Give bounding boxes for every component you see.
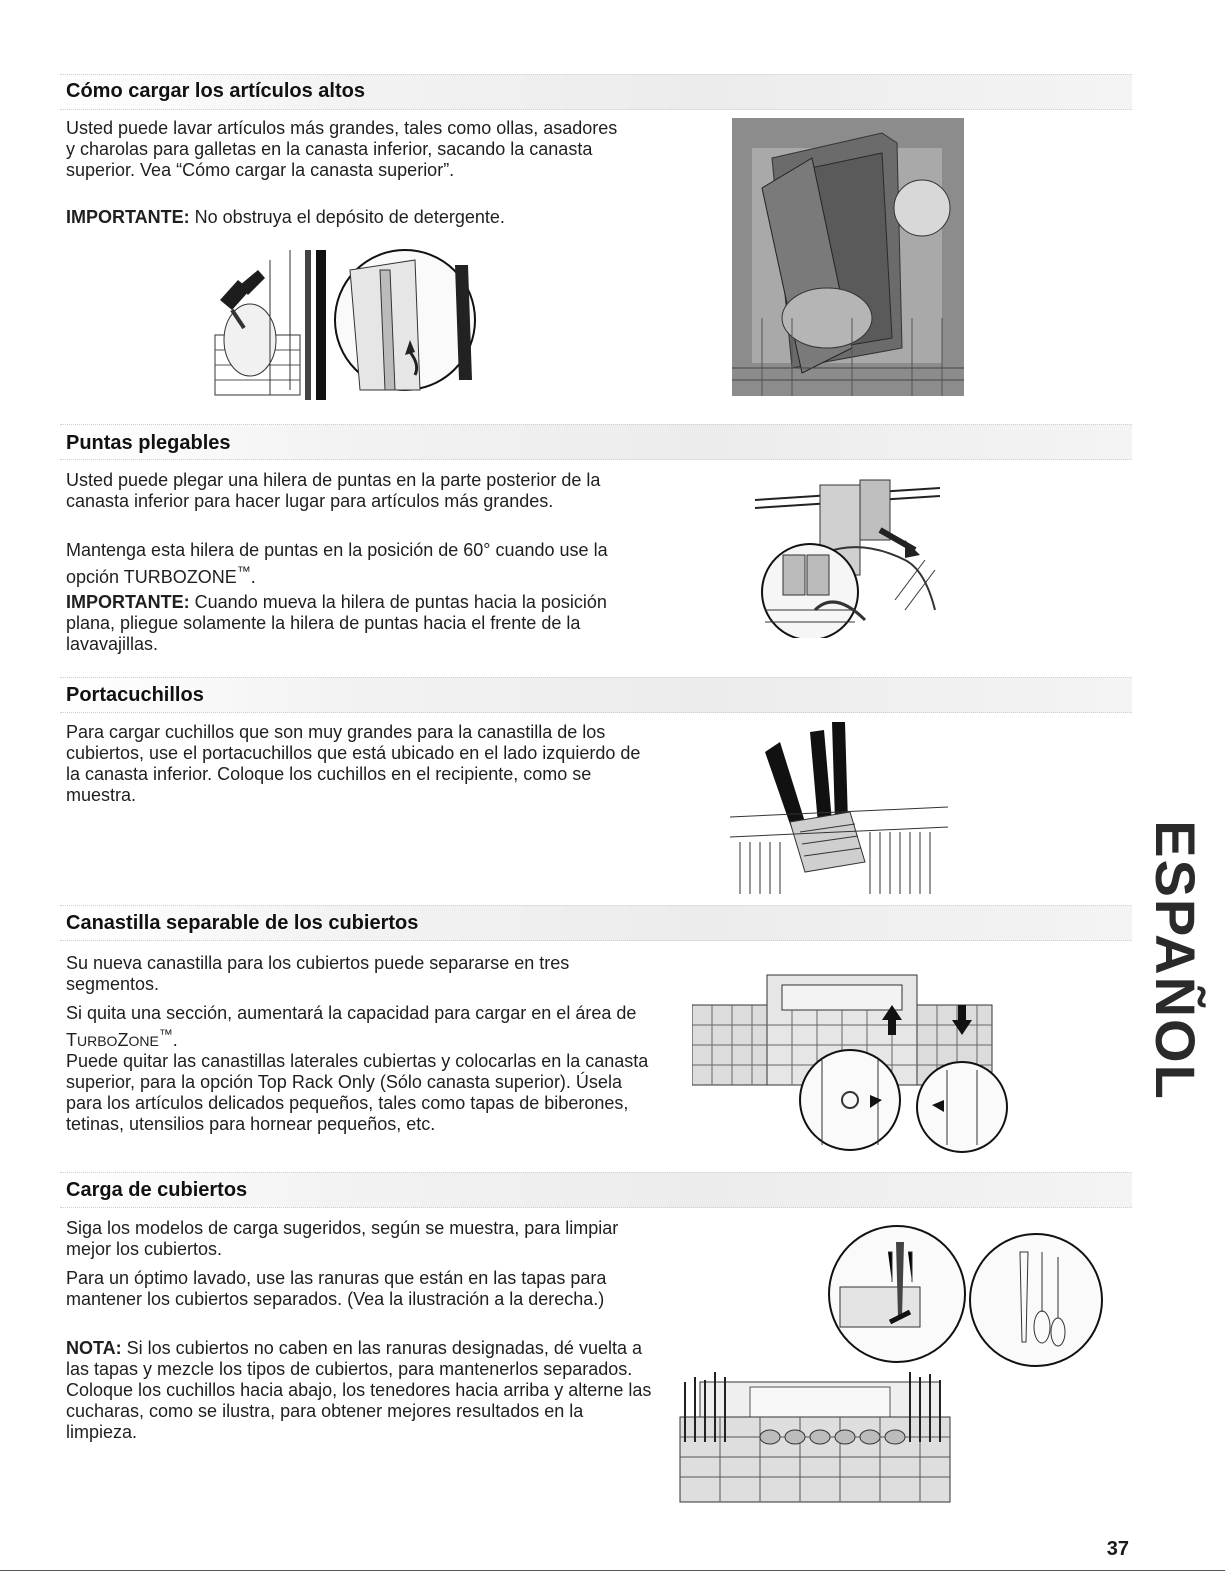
trademark-symbol: ™ (236, 563, 251, 579)
section-title-silverware: Carga de cubiertos (66, 1179, 248, 1201)
turbo-z: Z (117, 1030, 129, 1050)
tall-paragraph-2 (66, 207, 654, 228)
silverware-paragraph-2: Para un óptimo lavado, use las ranuras que están en las tapas para mantener los cubiertos separados. (Vea la ilustración a la derecha.) (66, 1268, 607, 1309)
note-text: Si los cubiertos no caben en las ranuras designadas, dé vuelta a las tapas y mezcle los tipos de cubiertos, para mantenerlos separados. Coloque los cuchillos hacia abajo, los tenedores hacia arriba y alterne las cucharas, como se ilustra, para obtener mejores resultados en la limpieza. (66, 1338, 652, 1442)
basket-paragraph-1: Su nueva canastilla para los cubiertos puede separarse en tres segmentos. (66, 953, 570, 994)
basket-paragraph-2 (66, 1003, 654, 1052)
tines-paragraph-2 (66, 540, 626, 588)
silverware-basket-illustration (692, 960, 1010, 1162)
section-title-basket: Canastilla separable de los cubiertos (66, 912, 419, 934)
important-text: No obstruya el depósito de detergente. (189, 207, 505, 227)
tall-items-rack-illustration (732, 118, 964, 396)
tines-p2-text: Mantenga esta hilera de puntas en la posición de 60° cuando use la opción TURBOZONE (66, 540, 608, 587)
silverware-paragraph-1: Siga los modelos de carga sugeridos, según se muestra, para limpiar mejor los cubiertos. (66, 1218, 619, 1259)
important-label-2: IMPORTANTE: (66, 592, 190, 612)
basket-paragraph-3: Puede quitar las canastillas laterales cubiertas y colocarlas en la canasta superior, para la opción Top Rack Only (Sólo canasta superior). Úsela para los artículos delicados pequeños, tales como tapas de biberones, tetinas, utensilios para hornear pequeños, etc. (66, 1051, 649, 1134)
tines-p2-end: . (250, 567, 256, 587)
folding-tines-illustration (755, 470, 940, 638)
tines-paragraph-3 (66, 592, 654, 655)
knife-paragraph-1: Para cargar cuchillos que son muy grandes para la canastilla de los cubiertos, use el portacuchillos que está ubicado en el lado izquierdo de la canasta inferior. Coloque los cuchillos en el recipiente, como se muestra. (66, 722, 641, 805)
knife-holder-illustration (730, 712, 948, 894)
knife-holder-icon (730, 712, 948, 894)
bottom-rule (0, 1570, 1225, 1571)
silverware-loading-illustration (660, 1222, 1108, 1504)
silverware-paragraph-3 (66, 1338, 654, 1443)
language-side-tab-label: ESPAÑOL (1143, 819, 1207, 1101)
silverware-loading-icon (660, 1222, 1108, 1504)
section-bar-knife (60, 677, 1132, 713)
section-title-tall: Cómo cargar los artículos altos (66, 80, 365, 102)
tall-paragraph-1: Usted puede lavar artículos más grandes, tales como ollas, asadores y charolas para galletas en la canasta inferior, sacando la canasta superior. Vea “Cómo cargar la canasta superior”. (66, 118, 618, 180)
section-title-knife: Portacuchillos (66, 684, 204, 706)
basket-p2-text: Si quita una sección, aumentará la capacidad para cargar en el área de T (66, 1003, 637, 1050)
trademark-symbol-2: ™ (158, 1026, 173, 1042)
important-label: IMPORTANTE: (66, 207, 190, 227)
tall-items-rack-icon (732, 118, 964, 396)
folding-tines-icon (755, 470, 940, 638)
turbo-small-caps: URBO (77, 1033, 118, 1049)
note-label: NOTA: (66, 1338, 122, 1358)
important-text-2: Cuando mueva la hilera de puntas hacia la posición plana, pliegue solamente la hilera de puntas hacia el frente de la lavavajillas. (66, 592, 607, 654)
section-title-tines: Puntas plegables (66, 432, 231, 454)
zone-small-caps: ONE (128, 1033, 159, 1049)
detergent-dispenser-illustration (210, 240, 500, 405)
page-number: 37 (1106, 1538, 1129, 1560)
tines-paragraph-1: Usted puede plegar una hilera de puntas en la parte posterior de la canasta inferior para hacer lugar para artículos más grandes. (66, 470, 601, 511)
silverware-basket-icon (692, 960, 1010, 1162)
detergent-dispenser-icon (210, 240, 500, 405)
language-side-tab (1133, 819, 1217, 1101)
basket-p2-end: . (172, 1030, 178, 1050)
